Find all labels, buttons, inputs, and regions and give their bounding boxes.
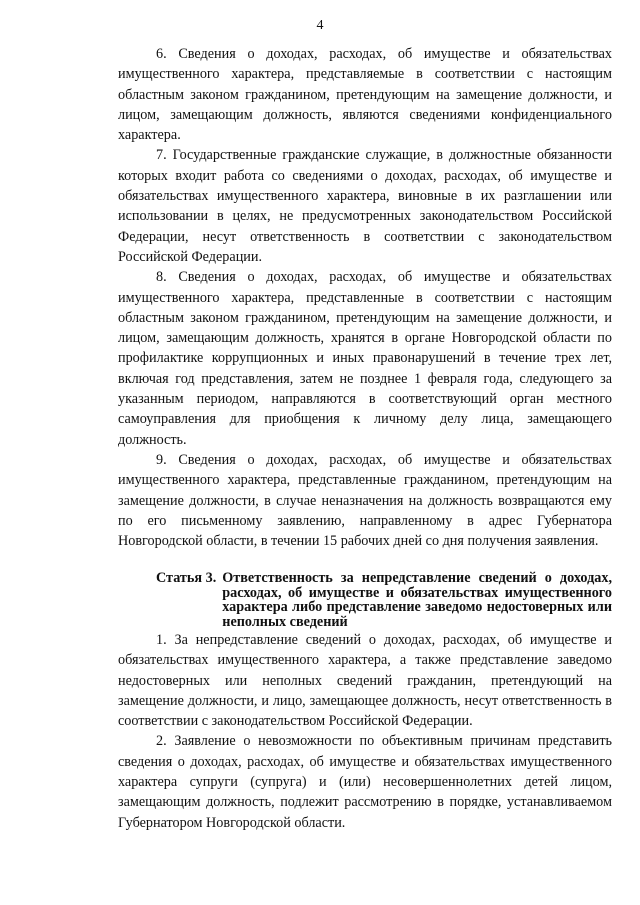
article-3-paragraph-2: 2. Заявление о невозможности по объективным причинам представить сведения о доходах, расходах, об имуществе и обязательствах имущественного характера супруги (супруга) и (или) несовершеннолетних детей лицом, замещающим должность, подлежит рассмотрению в порядке, устанавливаемом Губернатором Новгородской области. xyxy=(118,733,612,831)
paragraphs-bottom xyxy=(118,630,612,833)
article-title: Ответственность за непредставление сведений о доходах, расходах, об имуществе и обязательствах имущественного характера либо представление заведомо недостоверных или неполных сведений xyxy=(222,570,612,630)
page-number: 4 xyxy=(316,18,324,33)
paragraph-7: 7. Государственные гражданские служащие, в должностные обязанности которых входит работа со сведениями о доходах, расходах, об имуществе и обязательствах имущественного характера, виновные в их разглашении или использовании в целях, не предусмотренных законодательством Российской Федерации, несут ответственность в соответствии с законодательством Российской Федерации. xyxy=(118,147,612,265)
paragraphs-top xyxy=(118,44,612,551)
article-number: Статья 3. xyxy=(156,570,217,586)
paragraph-9: 9. Сведения о доходах, расходах, об имуществе и обязательствах имущественного характера, представленные гражданином, претендующим на замещение должности, в случае неназначения на должность возвращаются ему по его письменному заявлению, направленному в адрес Губернатора Новгородской области, в течении 15 рабочих дней со дня получения заявления. xyxy=(118,451,612,550)
article-heading xyxy=(118,571,612,629)
paragraph-8: 8. Сведения о доходах, расходах, об имуществе и обязательствах имущественного характера, представленные в соответствии с настоящим областным законом гражданином, претендующим на замещение должности, и лицом, замещающим должность, хранятся в органе Новгородской области по профилактике коррупционных и иных правонарушений в течение трех лет, включая год представления, затем не позднее 1 февраля года, следующего за указанным периодом, направляются в соответствующий орган местного самоуправления для приобщения к личному делу лица, замещающего должность. xyxy=(118,269,612,448)
article-3-paragraph-1: 1. За непредставление сведений о доходах, расходах, об имуществе и обязательствах имущественного характера, а также представление заведомо недостоверных или неполных сведений гражданин, претендующий на замещение должности, и лицо, замещающее должность, несут ответственность в соответствии с законодательством Российской Федерации. xyxy=(118,632,612,730)
paragraph-6: 6. Сведения о доходах, расходах, об имуществе и обязательствах имущественного характера, представляемые в соответствии с настоящим областным законом гражданином, претендующим на замещение должности, и лицом, замещающим должность, являются сведениями конфиденциального характера. xyxy=(118,46,612,144)
